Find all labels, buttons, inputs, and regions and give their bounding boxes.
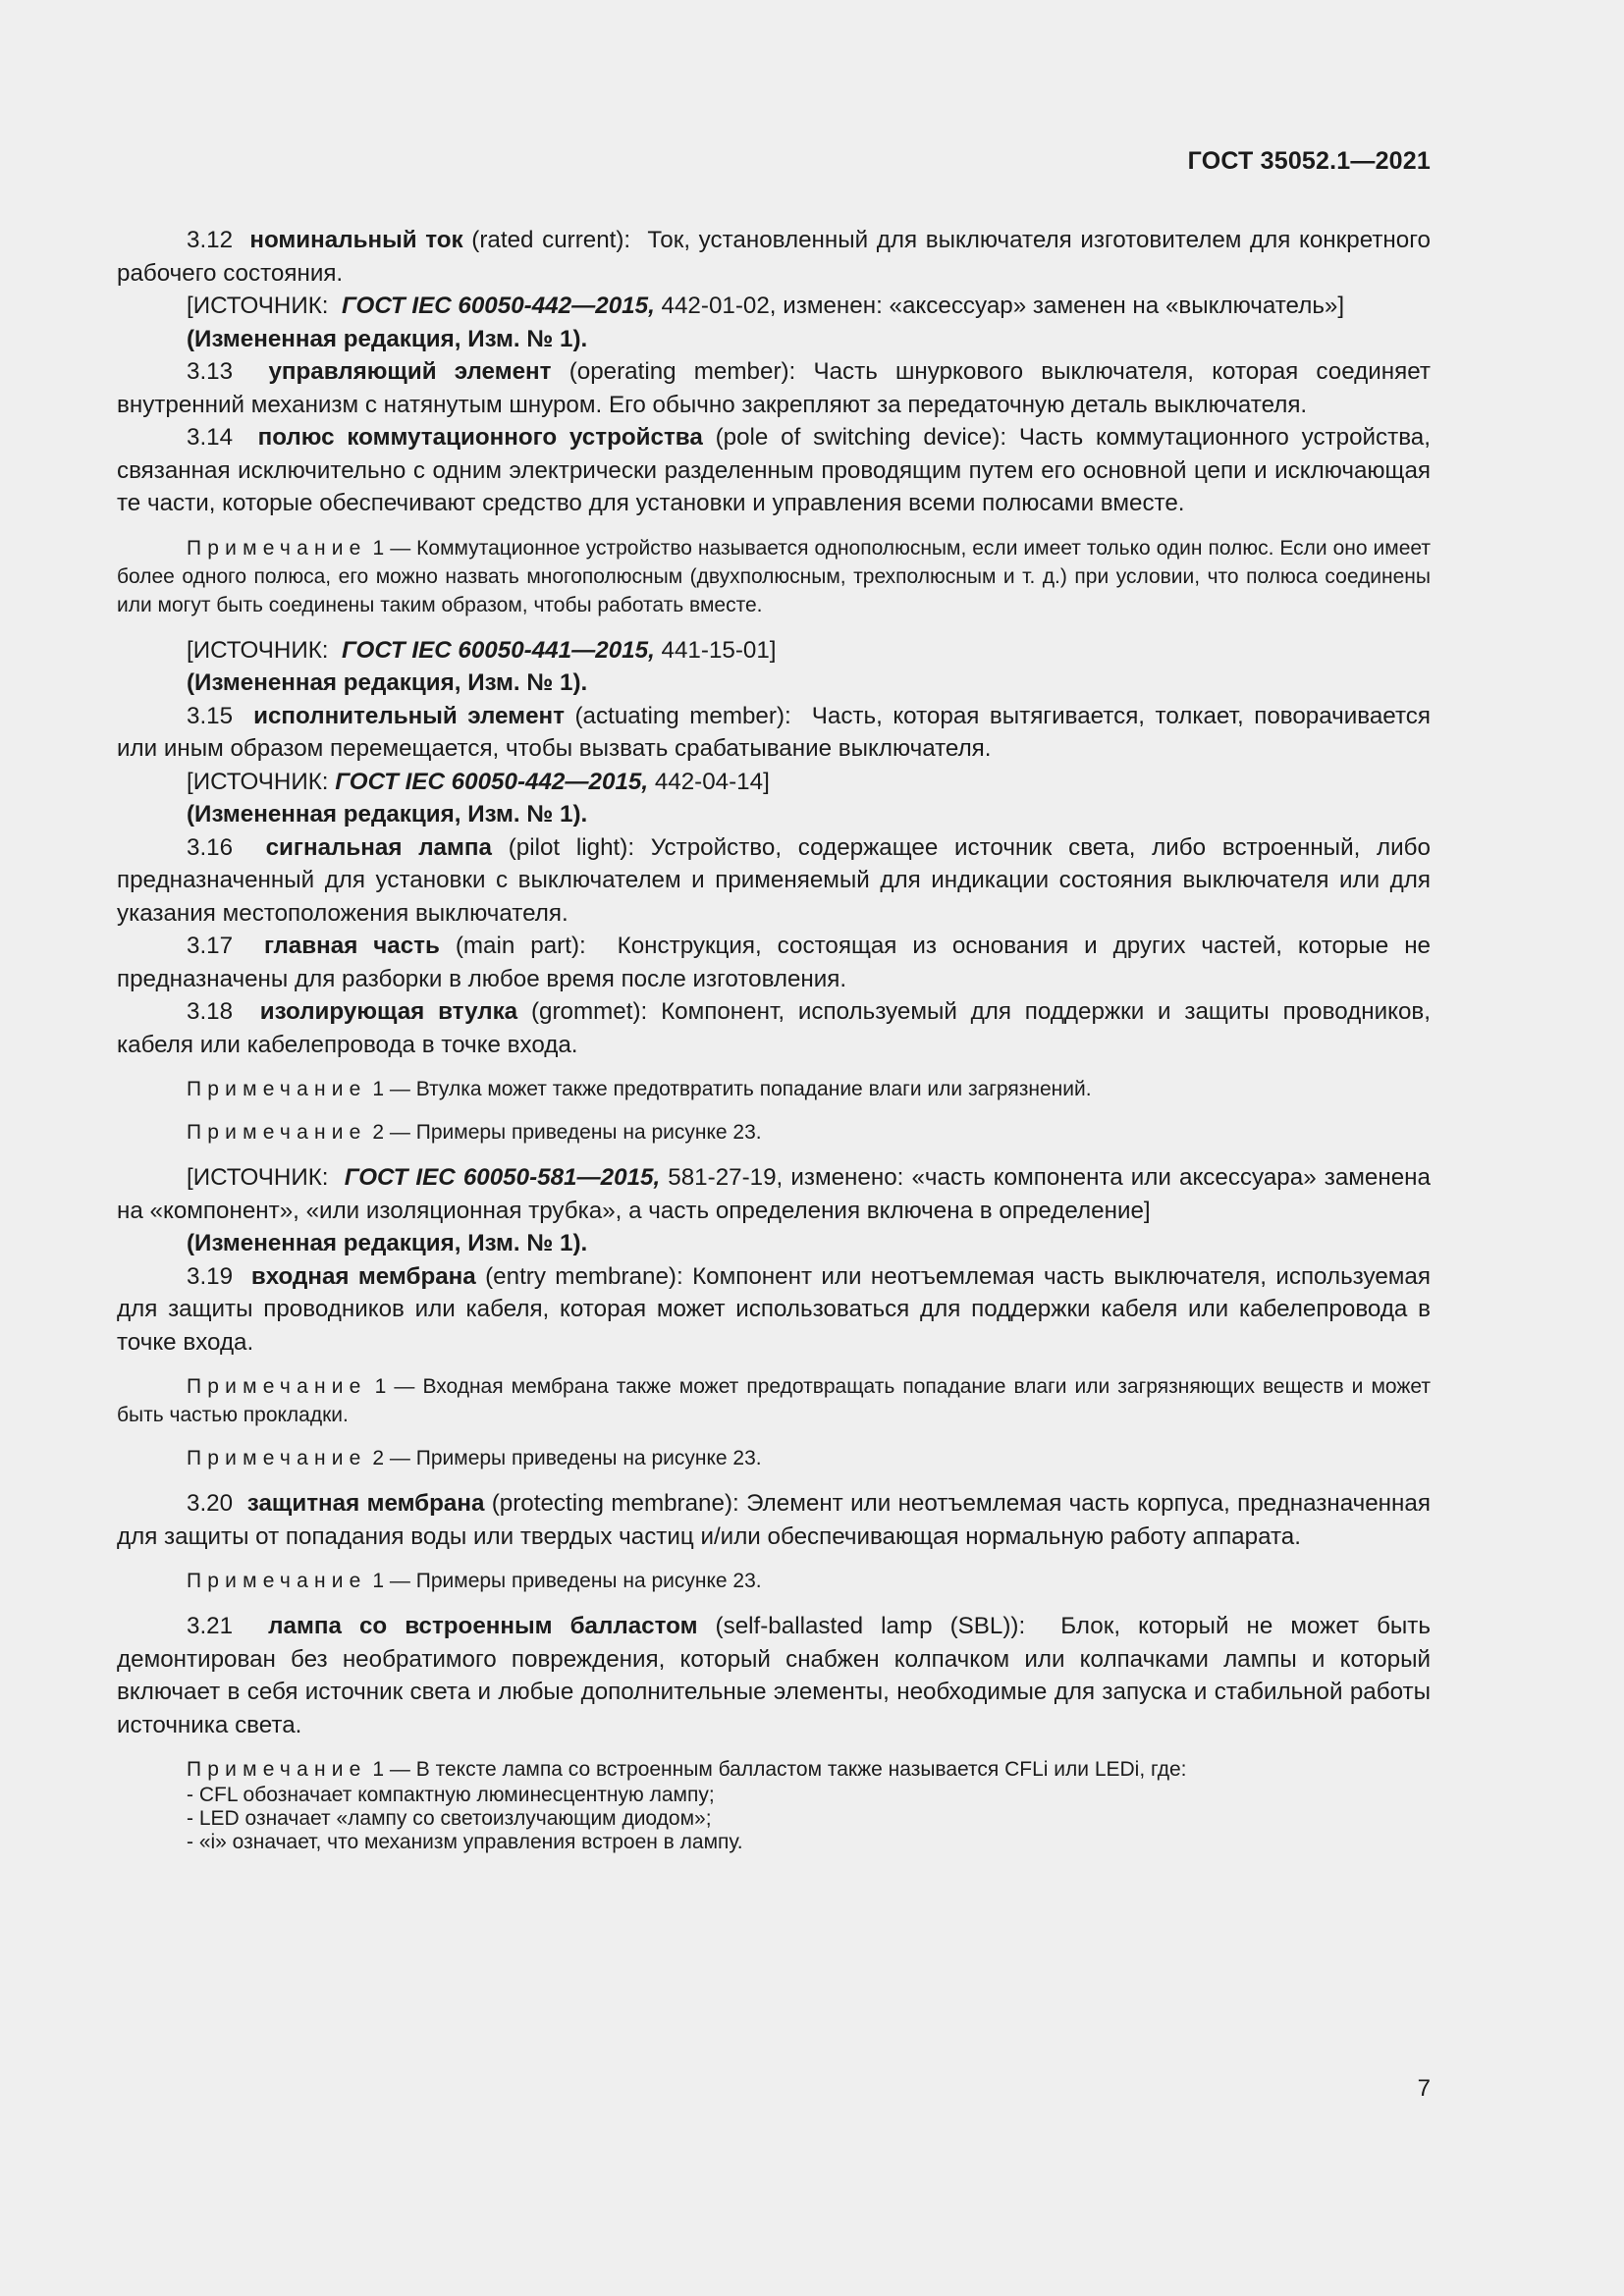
definition-text: Блок, который не может быть демонтирован без необратимого повреждения, который снабжен колпачком или колпачками лампы и который включает в себя источник света и любые дополнительные элементы, необходимые для запуска и стабильной работы источника света.	[117, 1613, 1431, 1738]
document-body	[117, 224, 1431, 1854]
clause-number: 3.13	[187, 358, 234, 385]
term-english: (self-ballasted lamp (SBL)):	[715, 1613, 1026, 1639]
definition-3-21	[117, 1610, 1431, 1741]
source-standard: ГОСТ IEC 60050-581—2015,	[344, 1164, 661, 1191]
note	[117, 1567, 1431, 1595]
clause-number: 3.17	[187, 933, 234, 959]
source-detail: 581-27-19, изменено: «часть компонента или аксессуара» заменена на «компонент», «или изоляционная трубка», а часть определения включена в определение]	[117, 1164, 1431, 1224]
definition-text: Компонент или неотъемлемая часть выключателя, используемая для защиты проводников или кабеля, которая может использоваться для поддержки кабеля или кабелепровода в точке входа.	[117, 1262, 1431, 1356]
definition-text: Ток, установленный для выключателя изготовителем для конкретного рабочего состояния.	[117, 227, 1431, 287]
list-item: - CFL обозначает компактную люминесцентную лампу;	[187, 1784, 715, 1806]
term: номинальный ток	[249, 227, 463, 253]
term: главная часть	[263, 933, 440, 959]
source-label: [ИСТОЧНИК:	[187, 293, 329, 319]
term: полюс коммутационного устройства	[257, 424, 703, 451]
amendment-note: (Измененная редакция, Изм. № 1).	[187, 669, 588, 696]
definition-3-16	[117, 831, 1431, 931]
document-number: ГОСТ 35052.1—2021	[1187, 147, 1431, 175]
definition-3-15	[117, 700, 1431, 766]
term-english: (pole of switching device):	[715, 424, 1007, 451]
note	[117, 1444, 1431, 1472]
note-text: 1 — Входная мембрана также может предотвращать попадание влаги или загрязняющих веществ и может быть частью прокладки.	[117, 1375, 1431, 1426]
term: лампа со встроенным балластом	[268, 1613, 698, 1639]
clause-number: 3.20	[187, 1490, 234, 1517]
definition-3-18	[117, 995, 1431, 1061]
term-english: (actuating member):	[574, 702, 791, 729]
term-english: (pilot light):	[508, 833, 635, 861]
clause-number: 3.16	[187, 833, 234, 861]
clause-number: 3.12	[187, 227, 234, 253]
source-standard: ГОСТ IEC 60050-441—2015,	[341, 636, 655, 664]
source-detail: 442-04-14]	[654, 768, 770, 795]
note-label: Примечание	[187, 1078, 367, 1100]
definition-3-19	[117, 1260, 1431, 1360]
amendment-note: (Измененная редакция, Изм. № 1).	[187, 325, 588, 352]
definition-text: Часть шнуркового выключателя, которая соединяет внутренний механизм с натянутым шнуром. Его обычно закрепляют за передаточную деталь выключателя.	[117, 358, 1431, 418]
source-standard: ГОСТ IEC 60050-442—2015,	[335, 768, 649, 795]
note	[117, 534, 1431, 619]
note-list	[117, 1784, 1431, 1854]
term-english: (operating member):	[568, 358, 796, 385]
list-item: - «i» означает, что механизм управления встроен в лампу.	[187, 1831, 743, 1853]
note-label: Примечание	[187, 1375, 367, 1398]
note-label: Примечание	[187, 1570, 367, 1592]
source-reference	[117, 1161, 1431, 1227]
source-standard: ГОСТ IEC 60050-442—2015,	[341, 293, 655, 319]
note-text: 1 — Коммутационное устройство называется однополюсным, если имеет только один полюс. Если оно имеет более одного полюса, его можно назвать многополюсным (двухполюсным, трехполюсным и т. д.) при условии, что полюса соединены или могут быть соединены таким образом, чтобы работать вместе.	[117, 536, 1431, 616]
term: исполнительный элемент	[253, 702, 565, 729]
definition-text: Элемент или неотъемлемая часть корпуса, предназначенная для защиты от попадания воды или твердых частиц и/или обеспечивающая нормальную работу аппарата.	[117, 1490, 1431, 1550]
amendment-note: (Измененная редакция, Изм. № 1).	[187, 1230, 588, 1256]
term-english: (rated current):	[471, 227, 631, 253]
list-item: - LED означает «лампу со светоизлучающим диодом»;	[187, 1807, 712, 1830]
note-label: Примечание	[187, 1121, 367, 1144]
term-english: (grommet):	[530, 998, 648, 1025]
note-text: 2 — Примеры приведены на рисунке 23.	[372, 1447, 762, 1469]
term: защитная мембрана	[246, 1490, 485, 1517]
term-english: (entry membrane):	[485, 1262, 683, 1290]
term: сигнальная лампа	[265, 833, 492, 861]
definition-3-14	[117, 421, 1431, 520]
definition-text: Конструкция, состоящая из основания и других частей, которые не предназначены для разборки в любое время после изготовления.	[117, 933, 1431, 992]
source-reference	[117, 766, 1431, 799]
term-english: (protecting membrane):	[491, 1490, 739, 1517]
source-label: [ИСТОЧНИК:	[187, 636, 329, 664]
source-label: [ИСТОЧНИК:	[187, 1164, 329, 1191]
note-label: Примечание	[187, 536, 367, 560]
definition-text: Устройство, содержащее источник света, либо встроенный, либо предназначенный для установки с выключателем и применяемый для индикации состояния выключателя или для указания местоположения выключателя.	[117, 833, 1431, 927]
definition-3-13	[117, 355, 1431, 421]
note-text: 1 — В тексте лампа со встроенным балластом также называется CFLi или LEDi, где:	[372, 1758, 1187, 1781]
definition-3-17	[117, 930, 1431, 995]
note-text: 2 — Примеры приведены на рисунке 23.	[372, 1121, 762, 1144]
term: управляющий элемент	[268, 358, 552, 385]
note-text: 1 — Втулка может также предотвратить попадание влаги или загрязнений.	[372, 1078, 1092, 1100]
term: входная мембрана	[250, 1262, 476, 1290]
definition-text: Компонент, используемый для поддержки и защиты проводников, кабеля или кабелепровода в точке входа.	[117, 998, 1431, 1058]
source-reference	[117, 290, 1431, 323]
source-reference	[117, 634, 1431, 667]
clause-number: 3.19	[187, 1262, 234, 1290]
note	[117, 1372, 1431, 1429]
note-label: Примечание	[187, 1447, 367, 1469]
note	[117, 1755, 1431, 1784]
source-detail: 441-15-01]	[661, 636, 777, 664]
clause-number: 3.15	[187, 702, 234, 729]
amendment-note: (Измененная редакция, Изм. № 1).	[187, 801, 588, 828]
clause-number: 3.21	[187, 1613, 234, 1639]
source-label: [ИСТОЧНИК:	[187, 768, 329, 795]
term: изолирующая втулка	[259, 998, 518, 1025]
definition-3-20	[117, 1487, 1431, 1553]
source-detail: 442-01-02, изменен: «аксессуар» заменен на «выключатель»]	[661, 293, 1345, 319]
definition-text: Часть коммутационного устройства, связанная исключительно с одним электрически разделенным проводящим путем его основной цепи и исключающая те части, которые обеспечивают средство для установки и управления всеми полюсами вместе.	[117, 424, 1431, 516]
clause-number: 3.14	[187, 424, 234, 451]
note-label: Примечание	[187, 1758, 367, 1781]
page-number: 7	[1417, 2075, 1431, 2102]
definition-text: Часть, которая вытягивается, толкает, поворачивается или иным образом перемещается, чтобы вызвать срабатывание выключателя.	[117, 702, 1431, 762]
clause-number: 3.18	[187, 998, 234, 1025]
note	[117, 1075, 1431, 1103]
note-text: 1 — Примеры приведены на рисунке 23.	[372, 1570, 762, 1592]
term-english: (main part):	[455, 933, 586, 959]
definition-3-12	[117, 224, 1431, 290]
note	[117, 1118, 1431, 1147]
